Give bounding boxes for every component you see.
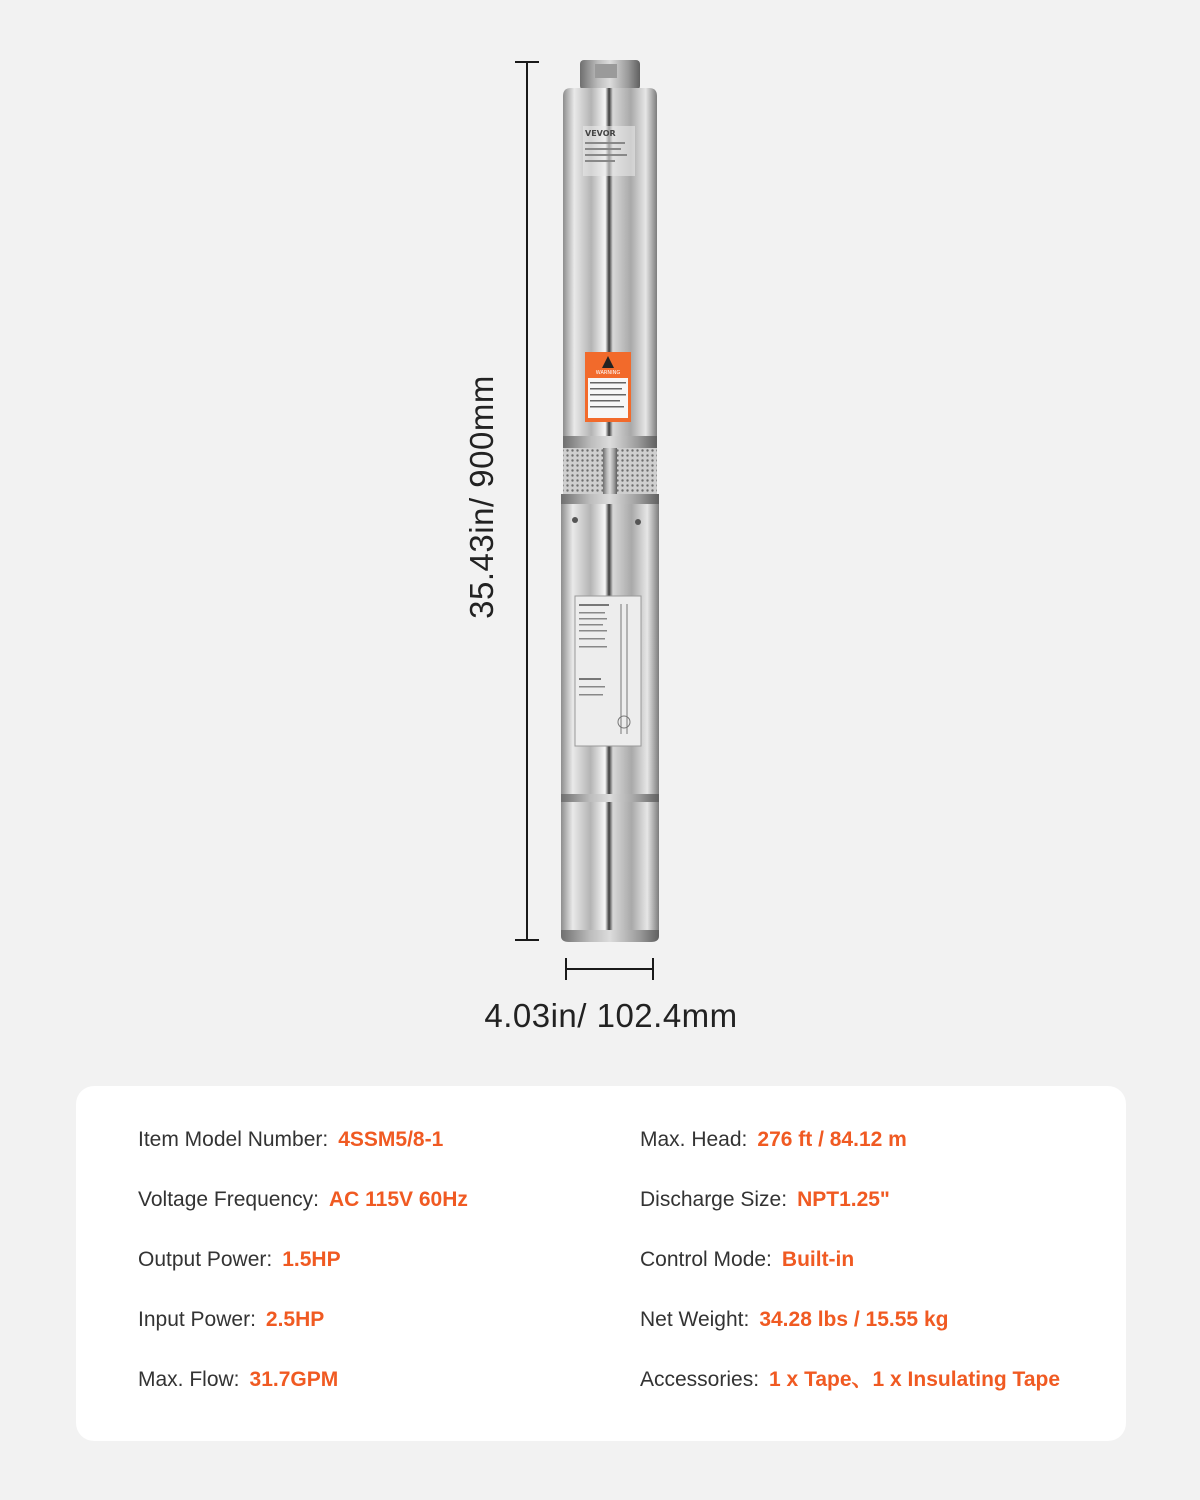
spec-label: Net Weight: [640, 1308, 750, 1331]
spec-label: Output Power: [138, 1248, 273, 1271]
spec-row-accessories [640, 1367, 1060, 1393]
spec-label: Voltage Frequency: [138, 1188, 319, 1211]
width-dimension-line [566, 968, 654, 970]
spec-row-voltage-frequency [138, 1187, 468, 1213]
spec-label: Item Model Number: [138, 1128, 329, 1151]
height-dimension-label: 35.43in/ 900mm [463, 375, 500, 619]
spec-value: 276 ft / 84.12 m [757, 1128, 907, 1151]
spec-row-discharge-size [640, 1187, 890, 1213]
spec-value: 31.7GPM [249, 1368, 339, 1391]
spec-label: Accessories: [640, 1368, 760, 1391]
warning-label-text: WARNING [595, 370, 621, 376]
width-dimension-cap-right [652, 958, 654, 980]
spec-label: Max. Flow: [138, 1368, 240, 1391]
submersible-pump-image [555, 58, 665, 948]
spec-row-control-mode [640, 1247, 854, 1273]
spec-value: NPT1.25" [797, 1188, 890, 1211]
brand-logo-text: VEVOR [585, 129, 616, 138]
height-dimension-line [526, 62, 528, 940]
spec-row-net-weight [640, 1307, 948, 1333]
height-dimension-cap-bottom [515, 939, 539, 941]
spec-label: Discharge Size: [640, 1188, 788, 1211]
spec-value: 2.5HP [265, 1308, 325, 1331]
spec-label: Max. Head: [640, 1128, 748, 1151]
spec-label: Control Mode: [640, 1248, 772, 1271]
spec-label: Input Power: [138, 1308, 256, 1331]
spec-value: 4SSM5/8-1 [338, 1128, 444, 1151]
spec-value: AC 115V 60Hz [328, 1188, 468, 1211]
spec-row-model-number [138, 1127, 443, 1153]
spec-row-max-head [640, 1127, 907, 1153]
specifications-card [76, 1086, 1126, 1441]
spec-value: 1 x Tape、1 x Insulating Tape [769, 1368, 1061, 1391]
width-dimension-label: 4.03in/ 102.4mm [484, 997, 738, 1034]
spec-row-input-power [138, 1307, 324, 1333]
height-dimension-cap-top [515, 61, 539, 63]
spec-value: 34.28 lbs / 15.55 kg [759, 1308, 949, 1331]
spec-value: Built-in [781, 1248, 855, 1271]
spec-value: 1.5HP [282, 1248, 341, 1271]
spec-row-output-power [138, 1247, 341, 1273]
spec-row-max-flow [138, 1367, 338, 1393]
